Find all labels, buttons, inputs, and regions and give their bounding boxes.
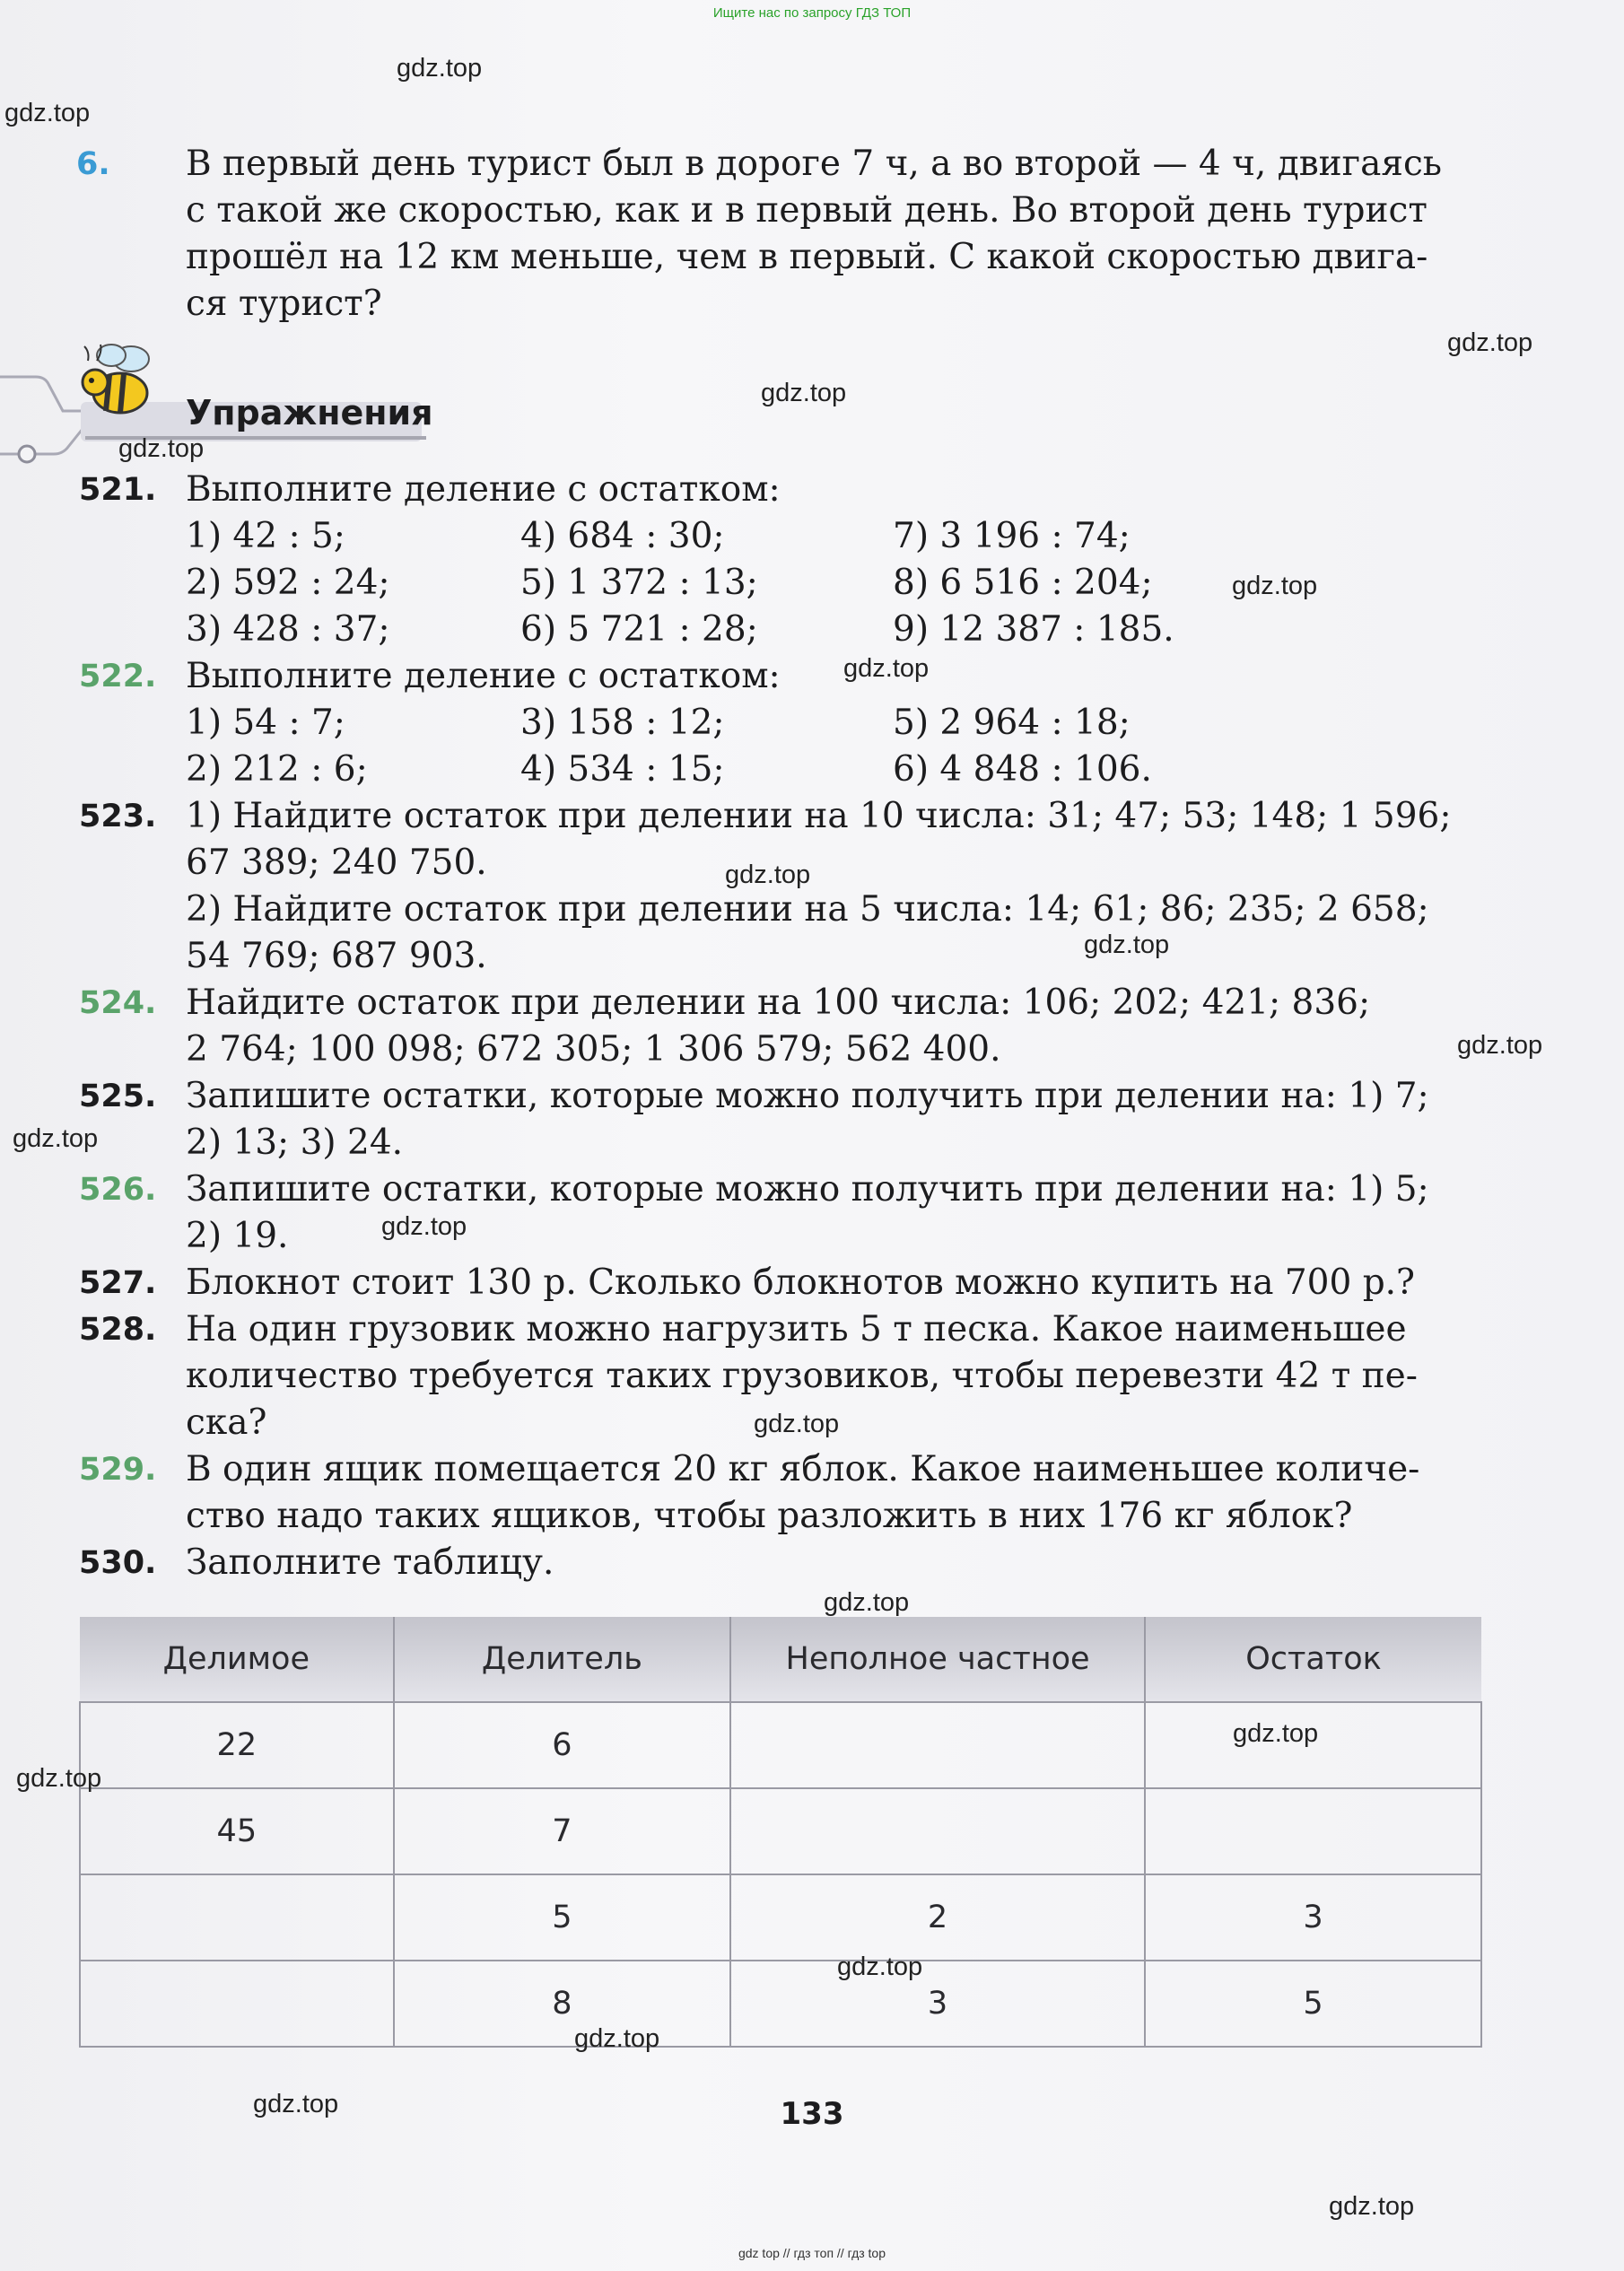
exercise-529-line-1: В один ящик помещается 20 кг яблок. Какое наименьшее количе- [186, 1449, 1420, 1489]
exercise-521-item: 7) 3 196 : 74; [893, 516, 1131, 556]
exercise-523-line-1: 1) Найдите остаток при делении на 10 числа: 31; 47; 53; 148; 1 596; [186, 796, 1452, 836]
exercise-528-line-2: количество требуется таких грузовиков, чтобы перевезти 42 т пе- [186, 1356, 1418, 1396]
watermark: gdz.top [1084, 930, 1170, 959]
exercise-521-number: 521. [79, 472, 157, 508]
exercise-521-item: 5) 1 372 : 13; [520, 563, 758, 603]
table-cell[interactable] [80, 1874, 394, 1961]
table-cell[interactable]: 8 [394, 1961, 730, 2047]
watermark: gdz.top [761, 379, 847, 407]
exercise-522-item: 3) 158 : 12; [520, 703, 725, 743]
watermark: gdz.top [754, 1410, 840, 1438]
problem-6-line-1: В первый день турист был в дороге 7 ч, а во второй — 4 ч, двигаясь [186, 144, 1443, 184]
watermark: gdz.top [843, 654, 930, 683]
exercise-523-line-4: 54 769; 687 903. [186, 936, 487, 976]
exercise-524-line-1: Найдите остаток при делении на 100 числа: 106; 202; 421; 836; [186, 983, 1371, 1023]
table-cell[interactable]: 7 [394, 1788, 730, 1874]
watermark: gdz.top [574, 2024, 660, 2053]
table-header-cell: Неполное частное [730, 1617, 1145, 1702]
exercise-522-item: 4) 534 : 15; [520, 749, 725, 790]
exercise-527-line-1: Блокнот стоит 130 р. Сколько блокнотов можно купить на 700 р.? [186, 1262, 1415, 1303]
watermark: gdz.top [824, 1588, 910, 1617]
exercise-528-line-3: ска? [186, 1402, 267, 1443]
watermark: gdz.top [13, 1124, 99, 1153]
table-cell[interactable]: 22 [80, 1702, 394, 1788]
watermark: gdz.top [1329, 2192, 1415, 2221]
exercise-522-item: 1) 54 : 7; [186, 703, 345, 743]
watermark: gdz.top [837, 1952, 923, 1981]
exercise-529-number: 529. [79, 1452, 157, 1488]
exercise-525-line-1: Запишите остатки, которые можно получить при делении на: 1) 7; [186, 1076, 1429, 1116]
table-row [80, 1961, 1481, 2047]
exercise-528-number: 528. [79, 1312, 157, 1348]
table-cell[interactable]: 3 [730, 1961, 1145, 2047]
exercise-524-line-2: 2 764; 100 098; 672 305; 1 306 579; 562 400. [186, 1029, 1001, 1070]
table-cell[interactable]: 3 [1145, 1874, 1481, 1961]
exercise-525-line-2: 2) 13; 3) 24. [186, 1122, 404, 1163]
problem-6-line-2: с такой же скоростью, как и в первый день. Во второй день турист [186, 190, 1428, 231]
exercise-526-line-1: Запишите остатки, которые можно получить при делении на: 1) 5; [186, 1169, 1429, 1210]
table-cell[interactable] [1145, 1788, 1481, 1874]
watermark: gdz.top [118, 434, 205, 463]
watermark: gdz.top [381, 1212, 467, 1241]
table-cell[interactable]: 5 [394, 1874, 730, 1961]
watermark: gdz.top [16, 1764, 102, 1793]
watermark: gdz.top [253, 2090, 339, 2118]
table-header-row [80, 1617, 1481, 1702]
exercise-521-item: 4) 684 : 30; [520, 516, 725, 556]
exercise-521-item: 8) 6 516 : 204; [893, 563, 1153, 603]
exercise-525-number: 525. [79, 1079, 157, 1114]
watermark: gdz.top [725, 860, 811, 889]
watermark: gdz.top [1457, 1031, 1543, 1060]
exercise-529-line-2: ство надо таких ящиков, чтобы разложить в них 176 кг яблок? [186, 1496, 1353, 1536]
exercise-524-number: 524. [79, 985, 157, 1021]
exercise-530-number: 530. [79, 1545, 157, 1581]
exercise-521-item: 2) 592 : 24; [186, 563, 390, 603]
table-cell[interactable]: 6 [394, 1702, 730, 1788]
table-cell[interactable]: 5 [1145, 1961, 1481, 2047]
exercise-521-item: 3) 428 : 37; [186, 609, 390, 650]
top-note: Ищите нас по запросу ГДЗ ТОП [712, 5, 912, 21]
watermark: gdz.top [4, 99, 91, 127]
exercise-526-line-2: 2) 19. [186, 1216, 289, 1256]
exercise-523-number: 523. [79, 799, 157, 834]
exercise-522-item: 2) 212 : 6; [186, 749, 368, 790]
table-header-cell: Делимое [80, 1617, 394, 1702]
exercise-521-item: 9) 12 387 : 185. [893, 609, 1174, 650]
table-cell[interactable]: 2 [730, 1874, 1145, 1961]
exercise-523-line-2: 67 389; 240 750. [186, 843, 487, 883]
exercise-528-line-1: На один грузовик можно нагрузить 5 т песка. Какое наименьшее [186, 1309, 1407, 1349]
exercise-522-item: 6) 4 848 : 106. [893, 749, 1152, 790]
division-table [79, 1617, 1482, 2048]
bottom-note: gdz top // гдз топ // гдз top [738, 2246, 886, 2260]
table-header-cell: Остаток [1145, 1617, 1481, 1702]
exercise-522-number: 522. [79, 659, 157, 694]
exercise-522-text: Выполните деление с остатком: [186, 656, 781, 696]
exercise-527-number: 527. [79, 1265, 157, 1301]
table-cell[interactable] [730, 1702, 1145, 1788]
problem-6-number: 6. [76, 146, 110, 182]
problem-6-line-4: ся турист? [186, 284, 382, 324]
exercise-530-text: Заполните таблицу. [186, 1542, 554, 1583]
watermark: gdz.top [1232, 572, 1318, 600]
section-title: Упражнения [186, 393, 433, 432]
watermark: gdz.top [1233, 1719, 1319, 1748]
table-cell[interactable]: 45 [80, 1788, 394, 1874]
table-row [80, 1874, 1481, 1961]
watermark: gdz.top [397, 54, 483, 83]
table-header-cell: Делитель [394, 1617, 730, 1702]
exercise-521-text: Выполните деление с остатком: [186, 469, 781, 510]
exercise-526-number: 526. [79, 1172, 157, 1208]
exercise-523-line-3: 2) Найдите остаток при делении на 5 числа: 14; 61; 86; 235; 2 658; [186, 889, 1429, 930]
table-row [80, 1788, 1481, 1874]
watermark: gdz.top [1447, 328, 1533, 357]
exercise-521-item: 1) 42 : 5; [186, 516, 345, 556]
exercise-522-item: 5) 2 964 : 18; [893, 703, 1131, 743]
table-cell[interactable] [730, 1788, 1145, 1874]
page-number: 133 [780, 2096, 844, 2132]
table-cell[interactable] [80, 1961, 394, 2047]
exercise-521-item: 6) 5 721 : 28; [520, 609, 758, 650]
problem-6-line-3: прошёл на 12 км меньше, чем в первый. С какой скоростью двига- [186, 237, 1428, 277]
bee-icon [75, 334, 162, 424]
